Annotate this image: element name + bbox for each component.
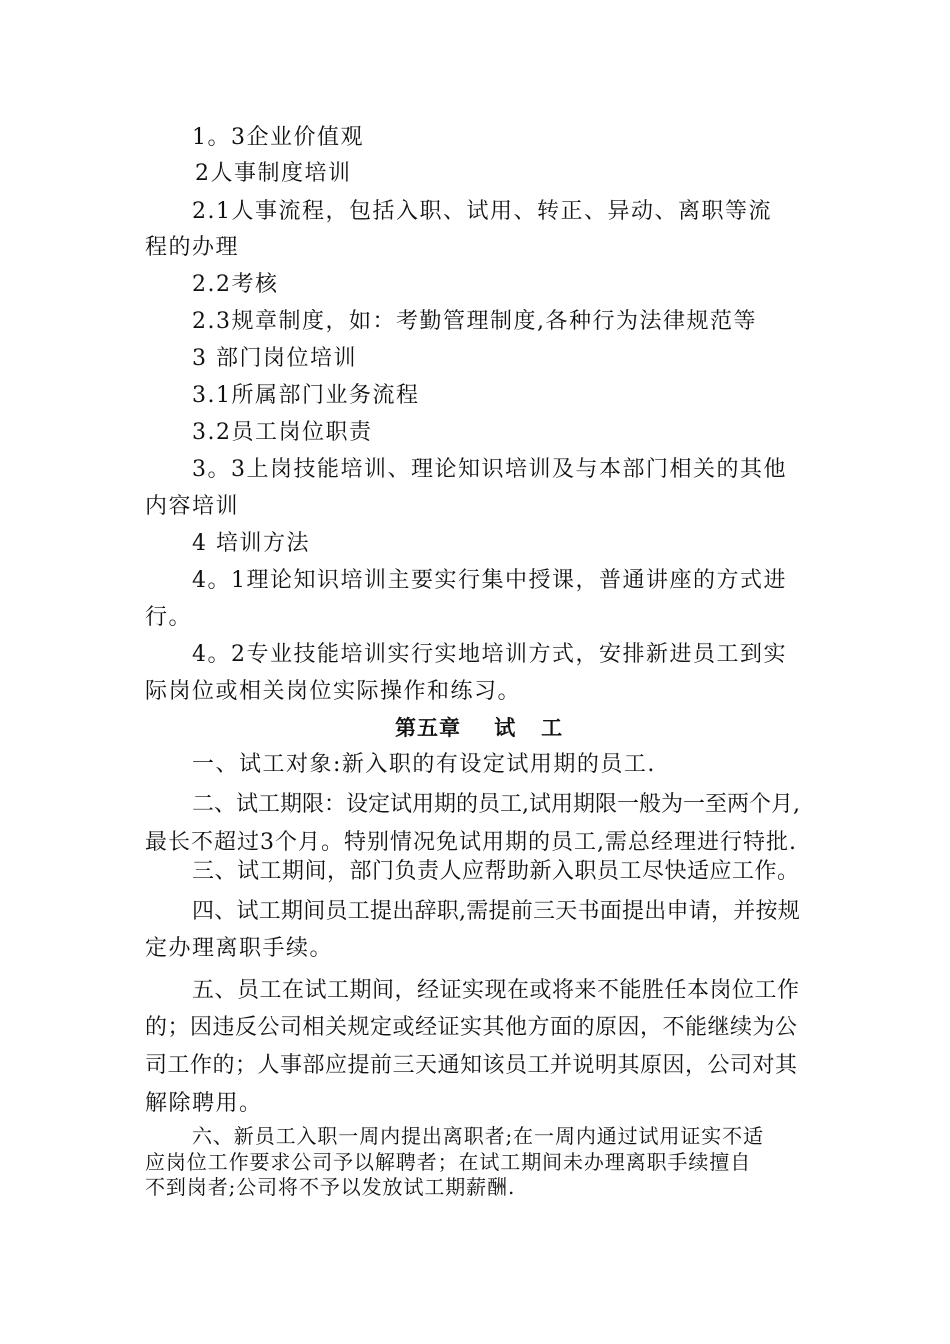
trial-item-6-line2: 应岗位工作要求公司予以解聘者；在试工期间未办理离职手续擅自 (145, 1150, 752, 1174)
trial-item-6-line3: 不到岗者;公司将不予以发放试工期薪酬. (145, 1175, 516, 1199)
section-3-title: 3 部门岗位培训 (192, 346, 357, 371)
section-1-3: 1。3企业价值观 (192, 125, 364, 150)
trial-item-5-line3: 司工作的；人事部应提前三天通知该员工并说明其原因，公司对其 (145, 1053, 798, 1078)
section-2-1-line2: 程的办理 (145, 235, 240, 260)
trial-item-4-line2: 定办理离职手续。 (145, 936, 334, 961)
section-3-2: 3.2员工岗位职责 (192, 420, 373, 445)
trial-item-4-line1: 四、试工期间员工提出辞职,需提前三天书面提出申请，并按规 (192, 899, 800, 924)
trial-item-5-line4: 解除聘用。 (145, 1091, 263, 1116)
trial-item-5-line2: 的；因违反公司相关规定或经证实其他方面的原因，不能继续为公 (145, 1015, 798, 1040)
section-4-1-line1: 4。1理论知识培训主要实行集中授课，普通讲座的方式进 (192, 568, 787, 593)
section-2-2: 2.2考核 (192, 272, 279, 297)
trial-item-6-line1: 六、新员工入职一周内提出离职者;在一周内通过试用证实不适 (192, 1124, 764, 1148)
section-2-3: 2.3规章制度，如：考勤管理制度,各种行为法律规范等 (192, 309, 757, 334)
trial-item-2-line1: 二、试工期限：设定试用期的员工,试用期限一般为一至两个月, (192, 792, 800, 817)
section-4-2-line1: 4。2专业技能培训实行实地培训方式，安排新进员工到实 (192, 642, 787, 667)
chapter-heading: 第五章 试 工 (395, 716, 564, 740)
trial-item-3: 三、试工期间，部门负责人应帮助新入职员工尽快适应工作。 (192, 859, 800, 884)
section-3-3-line1: 3。3上岗技能培训、理论知识培训及与本部门相关的其他 (192, 457, 787, 482)
trial-item-1: 一、试工对象:新入职的有设定试用期的员工. (192, 752, 656, 777)
section-4-1-line2: 行。 (145, 605, 193, 630)
section-2-1-line1: 2.1人事流程，包括入职、试用、转正、异动、离职等流 (192, 199, 772, 224)
trial-item-5-line1: 五、员工在试工期间，经证实现在或将来不能胜任本岗位工作 (192, 978, 800, 1003)
section-2-title: 2人事制度培训 (195, 161, 352, 186)
section-3-3-line2: 内容培训 (145, 494, 240, 519)
section-3-1: 3.1所属部门业务流程 (192, 383, 420, 408)
section-4-2-line2: 际岗位或相关岗位实际操作和练习。 (145, 679, 522, 704)
trial-item-2-line2: 最长不超过3个月。特别情况免试用期的员工,需总经理进行特批. (145, 830, 797, 855)
section-4-title: 4 培训方法 (192, 531, 310, 556)
